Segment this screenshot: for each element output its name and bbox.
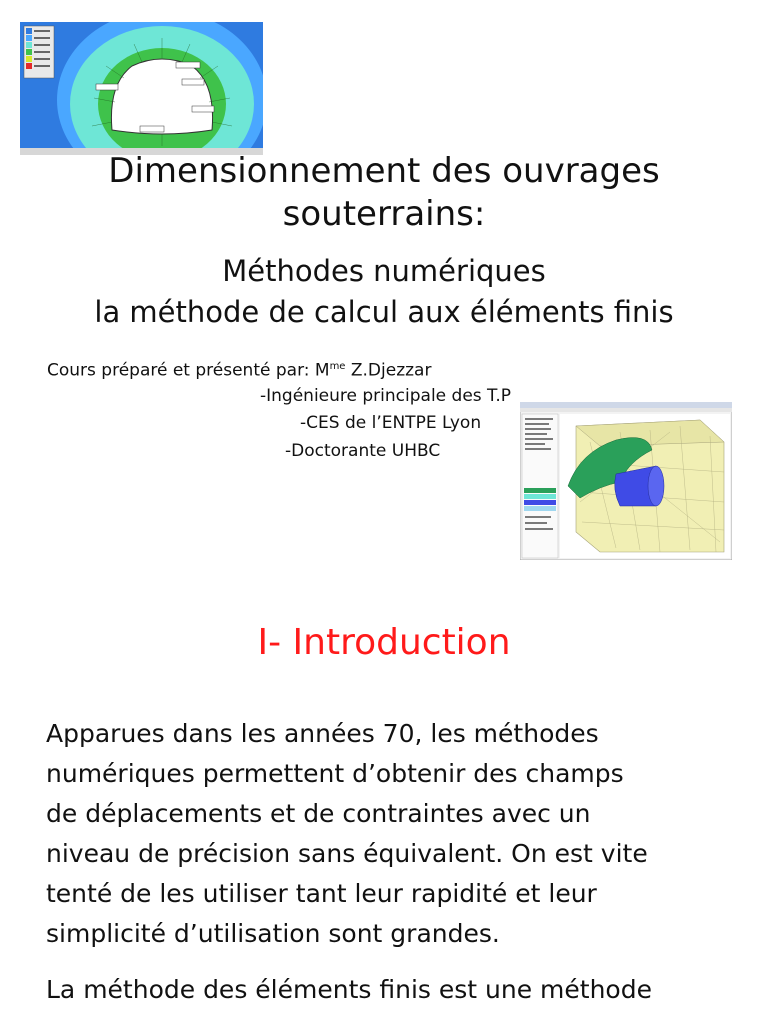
3d-fem-mesh-software-screenshot bbox=[520, 402, 732, 560]
title-line: souterrains: bbox=[282, 194, 486, 234]
paragraph-line: tenté de les utiliser tant leur rapidité et leur bbox=[46, 879, 597, 908]
paragraph-line: de déplacements et de contraintes avec un bbox=[46, 799, 591, 828]
author-role: -CES de l’ENTPE Lyon bbox=[300, 413, 482, 433]
paragraph-line: numériques permettent d’obtenir des champs bbox=[46, 759, 624, 788]
subtitle-line: la méthode de calcul aux éléments finis bbox=[94, 295, 674, 329]
mesh-viewport bbox=[560, 414, 730, 558]
fem-paragraph bbox=[46, 970, 746, 1010]
author-title-superscript: me bbox=[329, 361, 346, 372]
paragraph-line: niveau de précision sans équivalent. On est vite bbox=[46, 839, 648, 868]
paragraph-line: La méthode des éléments finis est une méthode bbox=[46, 975, 652, 1004]
author-line bbox=[47, 354, 431, 384]
document-subtitle bbox=[0, 251, 768, 333]
paragraph-line: Apparues dans les années 70, les méthodes bbox=[46, 719, 599, 748]
document-title bbox=[0, 150, 768, 236]
section-heading: I- Introduction bbox=[257, 622, 511, 663]
author-role: -Doctorante UHBC bbox=[285, 441, 441, 461]
tunnel-stress-contour-figure bbox=[20, 22, 263, 155]
software-tree-panel bbox=[522, 414, 558, 558]
title-line: Dimensionnement des ouvrages bbox=[108, 151, 660, 191]
contour-legend bbox=[24, 26, 54, 78]
author-prefix: Cours préparé et présenté par: M bbox=[47, 360, 330, 381]
author-role: -Ingénieure principale des T.P bbox=[260, 386, 512, 406]
introduction-paragraph bbox=[46, 714, 746, 954]
subtitle-line: Méthodes numériques bbox=[222, 254, 546, 288]
paragraph-line: simplicité d’utilisation sont grandes. bbox=[46, 919, 500, 948]
author-name: Z.Djezzar bbox=[345, 360, 432, 381]
